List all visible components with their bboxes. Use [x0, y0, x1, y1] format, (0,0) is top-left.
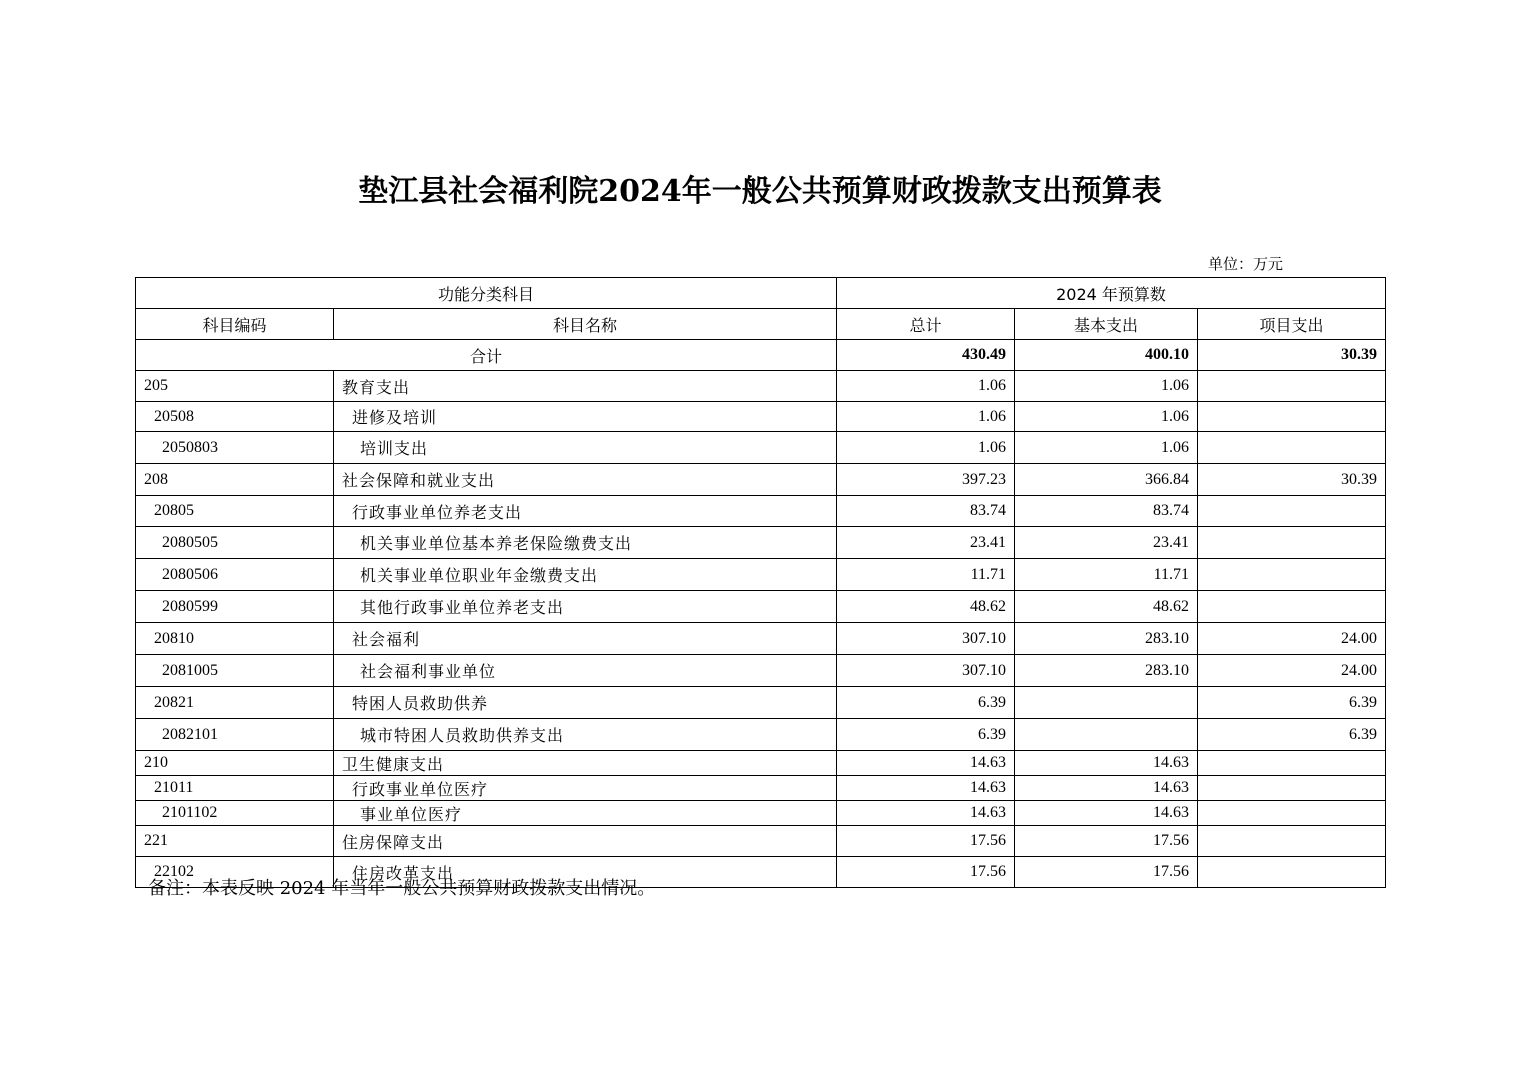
row-code: 2080505 — [136, 527, 334, 559]
table-row — [136, 826, 1386, 857]
row-name: 城市特困人员救助供养支出 — [334, 719, 837, 751]
row-total: 17.56 — [837, 826, 1015, 857]
row-project: 24.00 — [1198, 623, 1386, 655]
total-total: 430.49 — [837, 340, 1015, 371]
row-project — [1198, 559, 1386, 591]
row-name: 行政事业单位养老支出 — [334, 496, 837, 527]
row-project — [1198, 591, 1386, 623]
header-functional-category: 功能分类科目 — [136, 278, 837, 309]
row-code: 2101102 — [136, 801, 334, 826]
row-basic — [1015, 687, 1198, 719]
row-total: 1.06 — [837, 371, 1015, 402]
row-name: 社会福利事业单位 — [334, 655, 837, 687]
row-project — [1198, 826, 1386, 857]
row-code: 2081005 — [136, 655, 334, 687]
table-row — [136, 464, 1386, 496]
row-project: 6.39 — [1198, 719, 1386, 751]
row-project: 30.39 — [1198, 464, 1386, 496]
row-code: 2082101 — [136, 719, 334, 751]
row-basic: 17.56 — [1015, 826, 1198, 857]
row-code: 210 — [136, 751, 334, 776]
table-row — [136, 559, 1386, 591]
header-budget-2024: 2024 年预算数 — [837, 278, 1386, 309]
row-total: 6.39 — [837, 687, 1015, 719]
row-name: 其他行政事业单位养老支出 — [334, 591, 837, 623]
header-code: 科目编码 — [136, 309, 334, 340]
row-name: 住房保障支出 — [334, 826, 837, 857]
row-name: 机关事业单位基本养老保险缴费支出 — [334, 527, 837, 559]
row-project — [1198, 751, 1386, 776]
row-basic: 1.06 — [1015, 371, 1198, 402]
row-code: 20805 — [136, 496, 334, 527]
table-row — [136, 801, 1386, 826]
row-basic: 14.63 — [1015, 776, 1198, 801]
row-project — [1198, 496, 1386, 527]
row-project — [1198, 432, 1386, 464]
row-basic: 11.71 — [1015, 559, 1198, 591]
row-total: 397.23 — [837, 464, 1015, 496]
row-basic: 14.63 — [1015, 801, 1198, 826]
row-total: 14.63 — [837, 776, 1015, 801]
table-row — [136, 496, 1386, 527]
row-basic: 283.10 — [1015, 655, 1198, 687]
row-name: 卫生健康支出 — [334, 751, 837, 776]
row-code: 2050803 — [136, 432, 334, 464]
row-code: 21011 — [136, 776, 334, 801]
row-code: 2080506 — [136, 559, 334, 591]
header-column-row — [136, 309, 1386, 340]
header-name: 科目名称 — [334, 309, 837, 340]
row-basic: 83.74 — [1015, 496, 1198, 527]
table-row — [136, 655, 1386, 687]
row-basic: 1.06 — [1015, 432, 1198, 464]
budget-table — [135, 277, 1386, 888]
row-name: 事业单位医疗 — [334, 801, 837, 826]
unit-label: 单位：万元 — [1208, 255, 1284, 273]
table-row — [136, 623, 1386, 655]
total-row — [136, 340, 1386, 371]
table-row — [136, 591, 1386, 623]
table-row — [136, 776, 1386, 801]
row-code: 20508 — [136, 402, 334, 432]
row-code: 22102 — [136, 857, 334, 888]
row-basic: 366.84 — [1015, 464, 1198, 496]
row-basic: 14.63 — [1015, 751, 1198, 776]
row-total: 11.71 — [837, 559, 1015, 591]
row-project: 24.00 — [1198, 655, 1386, 687]
row-project — [1198, 371, 1386, 402]
row-name: 机关事业单位职业年金缴费支出 — [334, 559, 837, 591]
table-row — [136, 371, 1386, 402]
row-name: 教育支出 — [334, 371, 837, 402]
row-total: 83.74 — [837, 496, 1015, 527]
header-project: 项目支出 — [1198, 309, 1386, 340]
row-total: 307.10 — [837, 655, 1015, 687]
row-code: 208 — [136, 464, 334, 496]
row-total: 14.63 — [837, 801, 1015, 826]
row-total: 17.56 — [837, 857, 1015, 888]
header-group-row — [136, 278, 1386, 309]
total-basic: 400.10 — [1015, 340, 1198, 371]
row-total: 1.06 — [837, 432, 1015, 464]
row-basic: 23.41 — [1015, 527, 1198, 559]
row-name: 社会保障和就业支出 — [334, 464, 837, 496]
row-project — [1198, 527, 1386, 559]
row-basic: 48.62 — [1015, 591, 1198, 623]
row-name: 行政事业单位医疗 — [334, 776, 837, 801]
row-code: 2080599 — [136, 591, 334, 623]
row-basic: 17.56 — [1015, 857, 1198, 888]
row-total: 23.41 — [837, 527, 1015, 559]
row-name: 培训支出 — [334, 432, 837, 464]
row-total: 14.63 — [837, 751, 1015, 776]
row-name: 社会福利 — [334, 623, 837, 655]
total-label: 合计 — [136, 340, 837, 371]
page-title: 垫江县社会福利院2024年一般公共预算财政拨款支出预算表 — [358, 174, 1162, 209]
table-row — [136, 751, 1386, 776]
table-row — [136, 432, 1386, 464]
row-basic — [1015, 719, 1198, 751]
row-project — [1198, 776, 1386, 801]
row-total: 6.39 — [837, 719, 1015, 751]
header-basic: 基本支出 — [1015, 309, 1198, 340]
table-row — [136, 527, 1386, 559]
row-project — [1198, 801, 1386, 826]
total-project: 30.39 — [1198, 340, 1386, 371]
row-code: 221 — [136, 826, 334, 857]
row-name: 住房改革支出 — [334, 857, 837, 888]
row-total: 1.06 — [837, 402, 1015, 432]
row-project: 6.39 — [1198, 687, 1386, 719]
table-row — [136, 402, 1386, 432]
table-row — [136, 687, 1386, 719]
row-code: 20810 — [136, 623, 334, 655]
row-code: 205 — [136, 371, 334, 402]
row-total: 48.62 — [837, 591, 1015, 623]
row-project — [1198, 857, 1386, 888]
row-basic: 1.06 — [1015, 402, 1198, 432]
row-project — [1198, 402, 1386, 432]
footnote: 备注：本表反映 2024 年当年一般公共预算财政拨款支出情况。 — [148, 878, 656, 899]
row-name: 进修及培训 — [334, 402, 837, 432]
header-total: 总计 — [837, 309, 1015, 340]
table-row — [136, 719, 1386, 751]
row-name: 特困人员救助供养 — [334, 687, 837, 719]
row-code: 20821 — [136, 687, 334, 719]
row-total: 307.10 — [837, 623, 1015, 655]
row-basic: 283.10 — [1015, 623, 1198, 655]
